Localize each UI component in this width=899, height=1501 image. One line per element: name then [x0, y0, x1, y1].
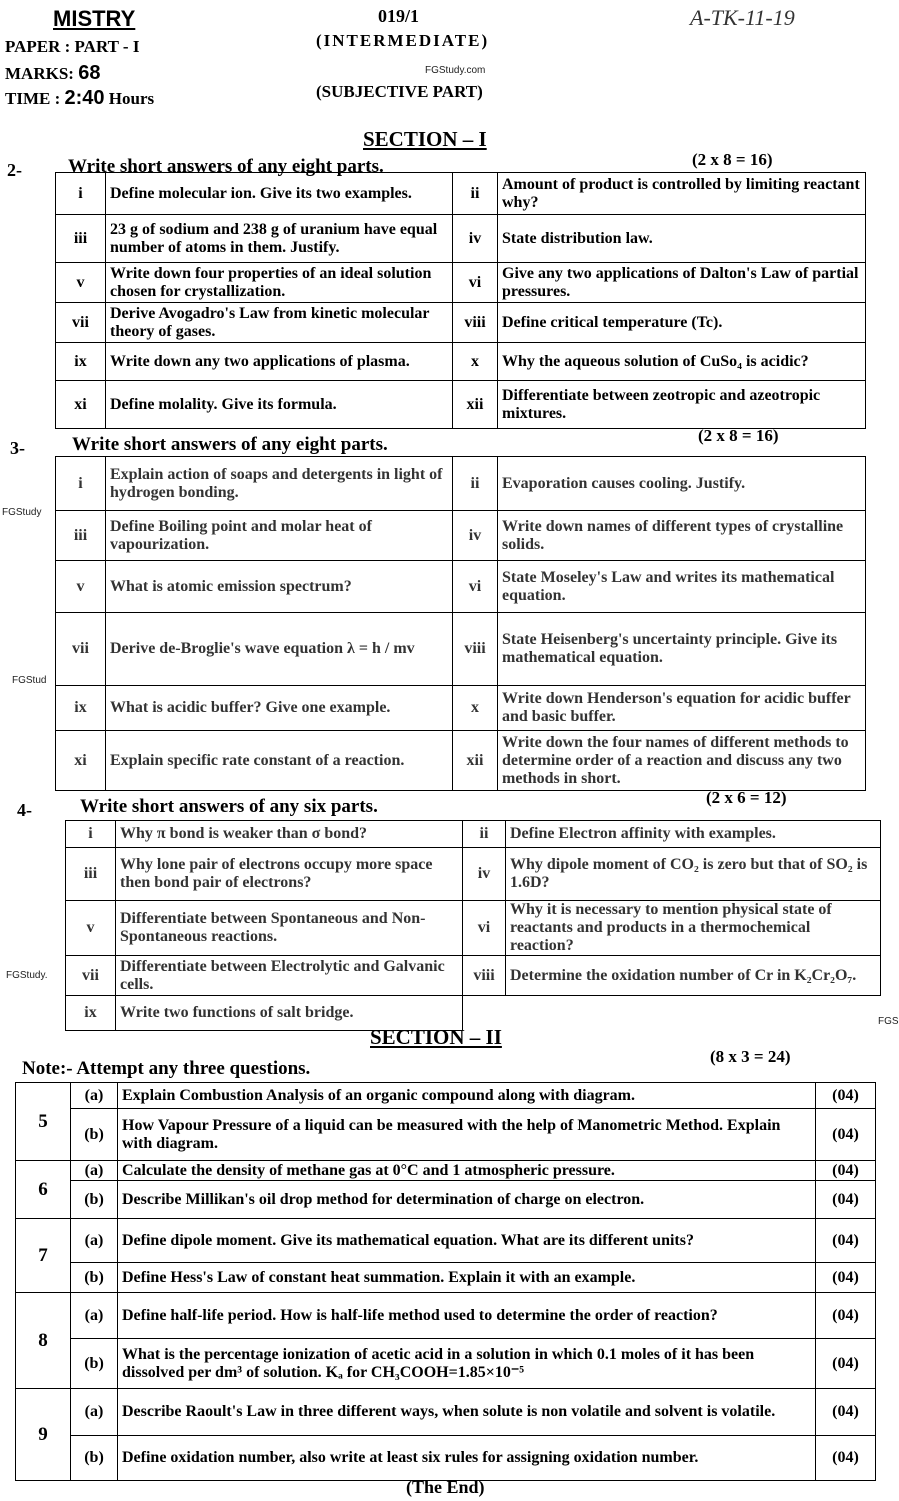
part-number: i — [56, 457, 106, 511]
q4-instruction: Write short answers of any six parts. — [80, 796, 378, 817]
part-number: x — [453, 343, 498, 381]
marks: (04) — [816, 1339, 876, 1389]
question-row — [56, 457, 866, 511]
question-number: 9 — [16, 1389, 71, 1481]
section-2-title: SECTION – II — [370, 1025, 502, 1049]
question-text: Write down the four names of different methods to determine order of a reaction and discuss any two methods in short. — [498, 731, 866, 791]
question-number: 7 — [16, 1219, 71, 1293]
part-number: viii — [453, 613, 498, 686]
question-text: Differentiate between Electrolytic and Galvanic cells. — [116, 956, 463, 996]
part-number: iv — [453, 511, 498, 561]
part-number: xii — [453, 381, 498, 429]
marks: (04) — [816, 1389, 876, 1436]
watermark: FGS — [878, 1016, 899, 1027]
question-text: State distribution law. — [498, 215, 866, 263]
marks: (04) — [816, 1219, 876, 1263]
part-number: xii — [453, 731, 498, 791]
q2-table — [55, 172, 866, 429]
long-question-row — [16, 1161, 876, 1181]
question-number: 5 — [16, 1083, 71, 1161]
part-number: ii — [463, 821, 506, 848]
part-label: (b) — [71, 1181, 118, 1219]
marks: (04) — [816, 1109, 876, 1161]
paper-code: 019/1 — [378, 6, 420, 26]
marks: (04) — [816, 1083, 876, 1109]
question-text: State Heisenberg's uncertainty principle. Give its mathematical equation. — [498, 613, 866, 686]
part-number: vii — [66, 956, 116, 996]
section-1-title: SECTION – I — [363, 127, 487, 151]
question-text: Write down four properties of an ideal solution chosen for crystallization. — [106, 263, 453, 303]
question-text: What is the percentage ionization of acetic acid in a solution in which 0.1 moles of it has been dissolved per dm³ of solution. Kₐ for CH₃COOH=1.85×10⁻⁵ — [118, 1339, 816, 1389]
part-number: ix — [56, 686, 106, 731]
question-row — [56, 173, 866, 215]
part-number: xi — [56, 731, 106, 791]
part-number: iii — [66, 848, 116, 901]
part-number: ii — [453, 457, 498, 511]
question-row — [66, 848, 881, 901]
question-text: Define molecular ion. Give its two examples. — [106, 173, 453, 215]
question-text: What is atomic emission spectrum? — [106, 561, 453, 613]
long-question-row — [16, 1181, 876, 1219]
part-number: vi — [463, 901, 506, 956]
long-question-row — [16, 1436, 876, 1481]
question-text: Write down names of different types of crystalline solids. — [498, 511, 866, 561]
the-end: (The End) — [406, 1477, 485, 1497]
question-row — [66, 956, 881, 996]
part-label: (a) — [71, 1219, 118, 1263]
question-row — [56, 381, 866, 429]
question-text: Amount of product is controlled by limiting reactant why? — [498, 173, 866, 215]
site-watermark: FGStudy.com — [425, 65, 486, 76]
part-number: ii — [453, 173, 498, 215]
part-label: (SUBJECTIVE PART) — [316, 82, 483, 101]
watermark: FGStudy — [2, 507, 42, 518]
time-unit: Hours — [108, 89, 155, 108]
question-text: Write down any two applications of plasma. — [106, 343, 453, 381]
question-row — [66, 821, 881, 848]
subject-title: MISTRY — [53, 6, 136, 31]
marks-label: MARKS: — [5, 64, 74, 83]
question-text: Determine the oxidation number of Cr in K₂Cr₂O₇. — [506, 956, 881, 996]
marks-line — [5, 62, 100, 85]
question-row — [56, 343, 866, 381]
question-text: Why it is necessary to mention physical state of reactants and products in a thermochemical reaction? — [506, 901, 881, 956]
q3-table — [55, 456, 866, 791]
question-text: Define half-life period. How is half-life method used to determine the order of reaction? — [118, 1293, 816, 1339]
part-number: vi — [453, 263, 498, 303]
long-question-row — [16, 1293, 876, 1339]
question-text: 23 g of sodium and 238 g of uranium have equal number of atoms in them. Justify. — [106, 215, 453, 263]
question-text: Define Hess's Law of constant heat summation. Explain it with an example. — [118, 1263, 816, 1293]
question-text: Define molality. Give its formula. — [106, 381, 453, 429]
question-text: What is acidic buffer? Give one example. — [106, 686, 453, 731]
question-number: 8 — [16, 1293, 71, 1389]
part-label: (a) — [71, 1293, 118, 1339]
question-row — [56, 731, 866, 791]
section-2-marks: (8 x 3 = 24) — [710, 1047, 791, 1066]
part-number: iv — [463, 848, 506, 901]
question-text: Explain specific rate constant of a reaction. — [106, 731, 453, 791]
part-number: v — [56, 561, 106, 613]
part-number: iv — [453, 215, 498, 263]
long-questions-table — [15, 1082, 876, 1481]
part-label: (a) — [71, 1161, 118, 1181]
long-question-row — [16, 1263, 876, 1293]
question-row — [56, 263, 866, 303]
level: (INTERMEDIATE) — [316, 31, 490, 50]
q3-marks: (2 x 8 = 16) — [698, 426, 779, 445]
part-number: iii — [56, 511, 106, 561]
marks: (04) — [816, 1293, 876, 1339]
question-text: How Vapour Pressure of a liquid can be measured with the help of Manometric Method. Explain with diagram. — [118, 1109, 816, 1161]
question-text: Give any two applications of Dalton's Law of partial pressures. — [498, 263, 866, 303]
part-number: iii — [56, 215, 106, 263]
question-text: Differentiate between Spontaneous and Non-Spontaneous reactions. — [116, 901, 463, 956]
time-line — [5, 87, 154, 110]
q2-marks: (2 x 8 = 16) — [692, 150, 773, 169]
part-number: i — [66, 821, 116, 848]
question-row — [56, 686, 866, 731]
marks: (04) — [816, 1263, 876, 1293]
question-text: State Moseley's Law and writes its mathematical equation. — [498, 561, 866, 613]
part-label: (a) — [71, 1389, 118, 1436]
time-value: 2:40 — [64, 87, 105, 109]
question-text: Define dipole moment. Give its mathematical equation. What are its different units? — [118, 1219, 816, 1263]
question-text: Calculate the density of methane gas at 0°C and 1 atmospheric pressure. — [118, 1161, 816, 1181]
question-text: Differentiate between zeotropic and azeotropic mixtures. — [498, 381, 866, 429]
question-text: Evaporation causes cooling. Justify. — [498, 457, 866, 511]
part-number: ix — [56, 343, 106, 381]
q3-instruction: Write short answers of any eight parts. — [72, 434, 388, 455]
q2-number: 2- — [7, 160, 22, 180]
part-label: (a) — [71, 1083, 118, 1109]
section-2-note: Note:- Attempt any three questions. — [22, 1058, 311, 1079]
question-text: Why lone pair of electrons occupy more space then bond pair of electrons? — [116, 848, 463, 901]
question-row — [56, 511, 866, 561]
part-number: v — [66, 901, 116, 956]
question-text: Define Boiling point and molar heat of vapourization. — [106, 511, 453, 561]
question-row — [66, 901, 881, 956]
question-text: Explain Combustion Analysis of an organic compound along with diagram. — [118, 1083, 816, 1109]
part-number: ix — [66, 996, 116, 1031]
question-text: Why dipole moment of CO₂ is zero but that of SO₂ is 1.6D? — [506, 848, 881, 901]
q3-number: 3- — [10, 438, 25, 458]
long-question-row — [16, 1339, 876, 1389]
paper-label: PAPER : PART - I — [5, 37, 140, 56]
question-row — [56, 215, 866, 263]
time-label: TIME : — [5, 89, 61, 108]
part-number: v — [56, 263, 106, 303]
marks-value: 68 — [78, 62, 101, 84]
question-text: Why the aqueous solution of CuSo₄ is acidic? — [498, 343, 866, 381]
watermark: FGStud — [12, 675, 47, 686]
long-question-row — [16, 1083, 876, 1109]
marks: (04) — [816, 1436, 876, 1481]
marks: (04) — [816, 1161, 876, 1181]
q2-instruction: Write short answers of any eight parts. — [68, 156, 384, 177]
question-row — [56, 561, 866, 613]
question-text: Why π bond is weaker than σ bond? — [116, 821, 463, 848]
part-number: x — [453, 686, 498, 731]
handwritten-note: A-TK-11-19 — [690, 5, 795, 30]
question-number: 6 — [16, 1161, 71, 1219]
question-row — [56, 613, 866, 686]
marks: (04) — [816, 1181, 876, 1219]
q4-marks: (2 x 6 = 12) — [706, 788, 787, 807]
part-number: xi — [56, 381, 106, 429]
question-text: Write two functions of salt bridge. — [116, 996, 463, 1031]
empty-cell — [463, 996, 881, 1031]
part-label: (b) — [71, 1263, 118, 1293]
question-text: Define Electron affinity with examples. — [506, 821, 881, 848]
question-text: Derive de-Broglie's wave equation λ = h / mv — [106, 613, 453, 686]
q4-table — [65, 820, 881, 1031]
long-question-row — [16, 1389, 876, 1436]
long-question-row — [16, 1109, 876, 1161]
question-text: Describe Millikan's oil drop method for determination of charge on electron. — [118, 1181, 816, 1219]
long-question-row — [16, 1219, 876, 1263]
question-text: Derive Avogadro's Law from kinetic molecular theory of gases. — [106, 303, 453, 343]
part-label: (b) — [71, 1109, 118, 1161]
watermark: FGStudy. — [6, 970, 48, 981]
part-number: viii — [453, 303, 498, 343]
part-number: vii — [56, 303, 106, 343]
question-text: Define oxidation number, also write at least six rules for assigning oxidation number. — [118, 1436, 816, 1481]
part-label: (b) — [71, 1339, 118, 1389]
q4-number: 4- — [17, 800, 32, 820]
question-text: Explain action of soaps and detergents in light of hydrogen bonding. — [106, 457, 453, 511]
question-row — [56, 303, 866, 343]
part-label: (b) — [71, 1436, 118, 1481]
part-number: i — [56, 173, 106, 215]
question-text: Write down Henderson's equation for acidic buffer and basic buffer. — [498, 686, 866, 731]
question-text: Define critical temperature (Tc). — [498, 303, 866, 343]
question-text: Describe Raoult's Law in three different ways, when solute is non volatile and solvent is volatile. — [118, 1389, 816, 1436]
part-number: vii — [56, 613, 106, 686]
part-number: viii — [463, 956, 506, 996]
part-number: vi — [453, 561, 498, 613]
